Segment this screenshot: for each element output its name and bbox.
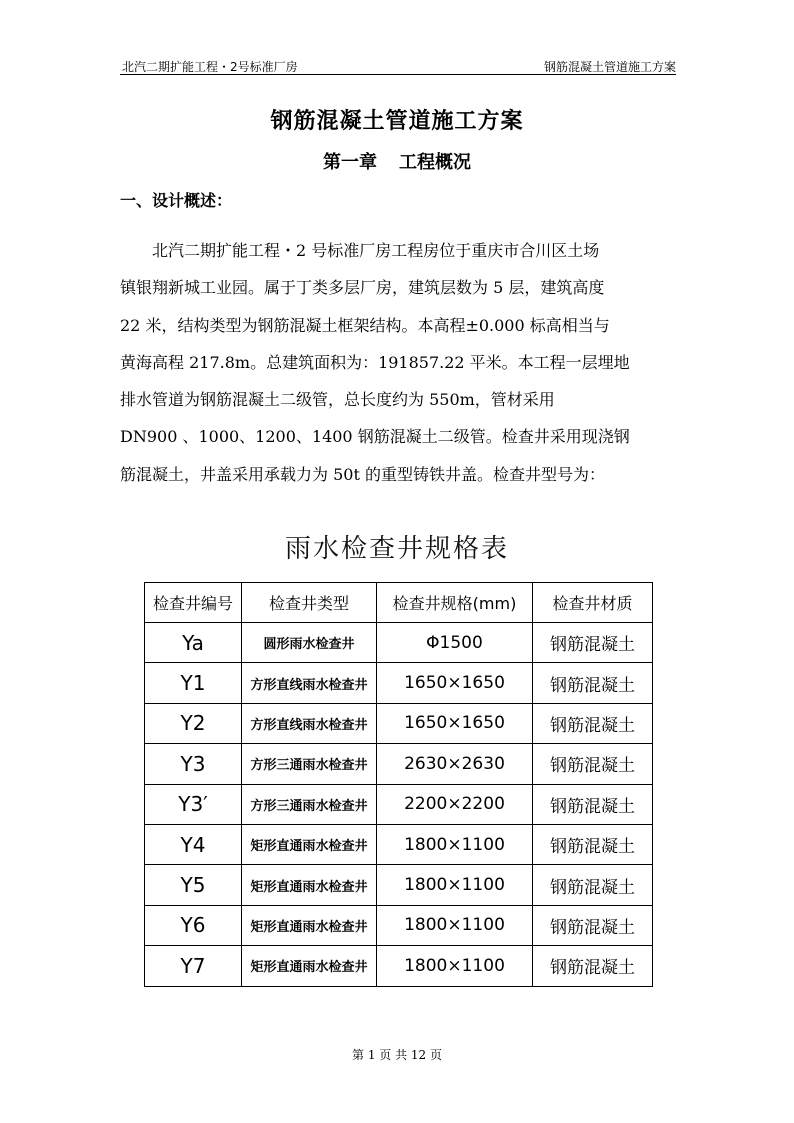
table-cell: 方形直线雨水检查井 [242,703,377,743]
paragraph-line: 排水管道为钢筋混凝土二级管，总长度约为 550m，管材采用 [120,390,555,410]
table-row [145,905,653,945]
table-cell: 钢筋混凝土 [533,946,653,986]
table-cell: 矩形直通雨水检查井 [242,905,377,945]
document-title: 钢筋混凝土管道施工方案 [270,108,524,134]
table-cell: Y6 [145,905,242,945]
table-cell: 钢筋混凝土 [533,784,653,824]
table-caption: 雨水检查井规格表 [284,534,509,564]
paragraph-line: 筋混凝土，井盖采用承载力为 50t 的重型铸铁井盖。检查井型号为： [120,464,605,484]
chapter-number: 第一章 [323,152,377,173]
table-header-cell: 检查井编号 [145,583,242,623]
table-cell: 2630×2630 [377,744,533,784]
table-cell: 钢筋混凝土 [533,744,653,784]
table-cell: Y1 [145,663,242,703]
table-cell: 矩形直通雨水检查井 [242,946,377,986]
table-row [145,865,653,905]
table-cell: 1800×1100 [377,946,533,986]
paragraph-line: 镇银翔新城工业园。属于丁类多层厂房，建筑层数为 5 层，建筑高度 [120,278,605,298]
table-cell: 1650×1650 [377,663,533,703]
table-row [145,784,653,824]
paragraph-line: 北汽二期扩能工程・2 号标准厂房工程房位于重庆市合川区土场 [152,241,600,260]
table-cell: 钢筋混凝土 [533,703,653,743]
table-cell: Ya [145,623,242,663]
table-cell: Y3 [145,744,242,784]
table-cell: 钢筋混凝土 [533,865,653,905]
table-cell: 钢筋混凝土 [533,824,653,864]
header-project-name: 北汽二期扩能工程・2号标准厂房 [122,60,298,74]
table-cell: Y3′ [145,784,242,824]
table-header-cell: 检查井类型 [242,583,377,623]
table-cell: Y5 [145,865,242,905]
paragraph-line: 黄海高程 217.8m。总建筑面积为：191857.22 平米。本工程一层埋地 [120,352,630,372]
table-cell: 圆形雨水检查井 [242,623,377,663]
body-paragraph [120,232,676,493]
table-cell: Y7 [145,946,242,986]
table-cell: 钢筋混凝土 [533,623,653,663]
paragraph-line: DN900 、1000、1200、1400 钢筋混凝土二级管。检查井采用现浇钢 [120,427,630,447]
page-header [120,58,676,75]
table-row [145,623,653,663]
header-document-title: 钢筋混凝土管道施工方案 [543,60,676,74]
table-cell: Φ1500 [377,623,533,663]
chapter-heading [0,148,794,174]
table-cell: 1800×1100 [377,865,533,905]
table-cell: Y2 [145,703,242,743]
table-row [145,703,653,743]
table-row [145,946,653,986]
table-cell: 1800×1100 [377,905,533,945]
chapter-name: 工程概况 [399,152,471,173]
table-cell: 钢筋混凝土 [533,663,653,703]
table-cell: 1650×1650 [377,703,533,743]
table-cell: 矩形直通雨水检查井 [242,865,377,905]
table-row [145,663,653,703]
table-cell: 2200×2200 [377,784,533,824]
table-cell: 钢筋混凝土 [533,905,653,945]
section-heading: 一、设计概述： [120,191,233,210]
page-footer: 第 1 页 共 12 页 [352,1048,442,1062]
table-header-cell: 检查井规格(mm) [377,583,533,623]
table-cell: 矩形直通雨水检查井 [242,824,377,864]
table-header-row [145,583,653,623]
paragraph-line: 22 米，结构类型为钢筋混凝土框架结构。本高程±0.000 标高相当与 [120,315,610,335]
table-row [145,744,653,784]
table-cell: Y4 [145,824,242,864]
table-row [145,824,653,864]
table-cell: 方形三通雨水检查井 [242,744,377,784]
table-cell: 方形三通雨水检查井 [242,784,377,824]
table-cell: 1800×1100 [377,824,533,864]
manhole-spec-table [144,582,653,987]
table-cell: 方形直线雨水检查井 [242,663,377,703]
table-header-cell: 检查井材质 [533,583,653,623]
